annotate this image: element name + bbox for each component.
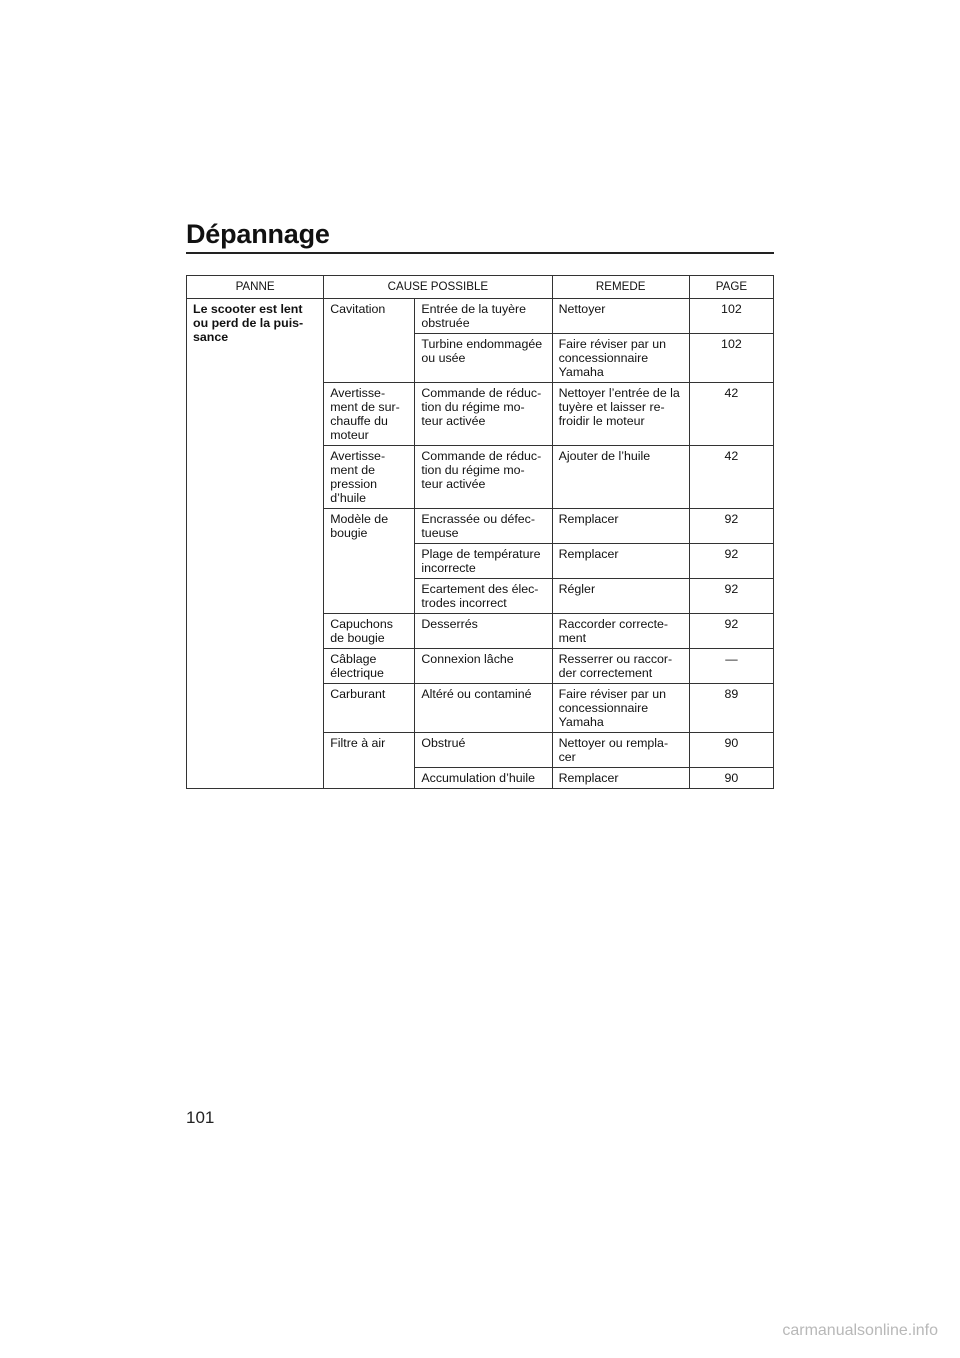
cause-cell: Carburant (324, 684, 415, 733)
remede-cell: Régler (552, 579, 689, 614)
remede-cell: Faire réviser par un concessionnaire Yamaha (552, 684, 689, 733)
page-cell: 102 (689, 334, 773, 383)
page-cell: — (689, 649, 773, 684)
watermark: carmanualsonline.info (782, 1322, 938, 1339)
cause-detail-cell: Commande de réduc-tion du régime mo-teur activée (415, 446, 552, 509)
cause-cell: Câblage électrique (324, 649, 415, 684)
page-cell: 92 (689, 509, 773, 544)
cause-detail-cell: Altéré ou contaminé (415, 684, 552, 733)
page-cell: 42 (689, 446, 773, 509)
cause-cell: Cavitation (324, 299, 415, 383)
cause-detail-cell: Turbine endommagée ou usée (415, 334, 552, 383)
cause-detail-cell: Accumulation d’huile (415, 768, 552, 789)
page-cell: 90 (689, 768, 773, 789)
remede-cell: Nettoyer (552, 299, 689, 334)
cause-detail-cell: Ecartement des élec-trodes incorrect (415, 579, 552, 614)
page-cell: 92 (689, 579, 773, 614)
cause-detail-cell: Commande de réduc-tion du régime mo-teur activée (415, 383, 552, 446)
remede-cell: Remplacer (552, 768, 689, 789)
page-cell: 92 (689, 544, 773, 579)
cause-cell: Filtre à air (324, 733, 415, 789)
cause-detail-cell: Obstrué (415, 733, 552, 768)
remede-cell: Nettoyer ou rempla-cer (552, 733, 689, 768)
page-cell: 102 (689, 299, 773, 334)
cause-detail-cell: Connexion lâche (415, 649, 552, 684)
remede-cell: Ajouter de l’huile (552, 446, 689, 509)
panne-cell: Le scooter est lent ou perd de la puis-sance (187, 299, 324, 789)
page-cell: 92 (689, 614, 773, 649)
table-row (187, 299, 774, 334)
table-header-row (187, 276, 774, 299)
title-rule (186, 252, 774, 254)
header-page: PAGE (689, 276, 773, 299)
cause-detail-cell: Entrée de la tuyère obstruée (415, 299, 552, 334)
remede-cell: Remplacer (552, 544, 689, 579)
header-remede: REMEDE (552, 276, 689, 299)
page-cell: 90 (689, 733, 773, 768)
remede-cell: Nettoyer l’entrée de la tuyère et laisser re-froidir le moteur (552, 383, 689, 446)
remede-cell: Raccorder correcte-ment (552, 614, 689, 649)
remede-cell: Faire réviser par un concessionnaire Yamaha (552, 334, 689, 383)
cause-cell: Avertisse-ment de pression d’huile (324, 446, 415, 509)
page-cell: 89 (689, 684, 773, 733)
header-cause: CAUSE POSSIBLE (324, 276, 552, 299)
header-panne: PANNE (187, 276, 324, 299)
troubleshooting-table (186, 275, 774, 789)
remede-cell: Remplacer (552, 509, 689, 544)
remede-cell: Resserrer ou raccor-der correctement (552, 649, 689, 684)
cause-detail-cell: Plage de température incorrecte (415, 544, 552, 579)
cause-detail-cell: Encrassée ou défec-tueuse (415, 509, 552, 544)
cause-cell: Capuchons de bougie (324, 614, 415, 649)
page-number: 101 (186, 1108, 215, 1127)
cause-cell: Avertisse-ment de sur-chauffe du moteur (324, 383, 415, 446)
cause-detail-cell: Desserrés (415, 614, 552, 649)
page-title: Dépannage (186, 219, 330, 249)
page-cell: 42 (689, 383, 773, 446)
cause-cell: Modèle de bougie (324, 509, 415, 614)
